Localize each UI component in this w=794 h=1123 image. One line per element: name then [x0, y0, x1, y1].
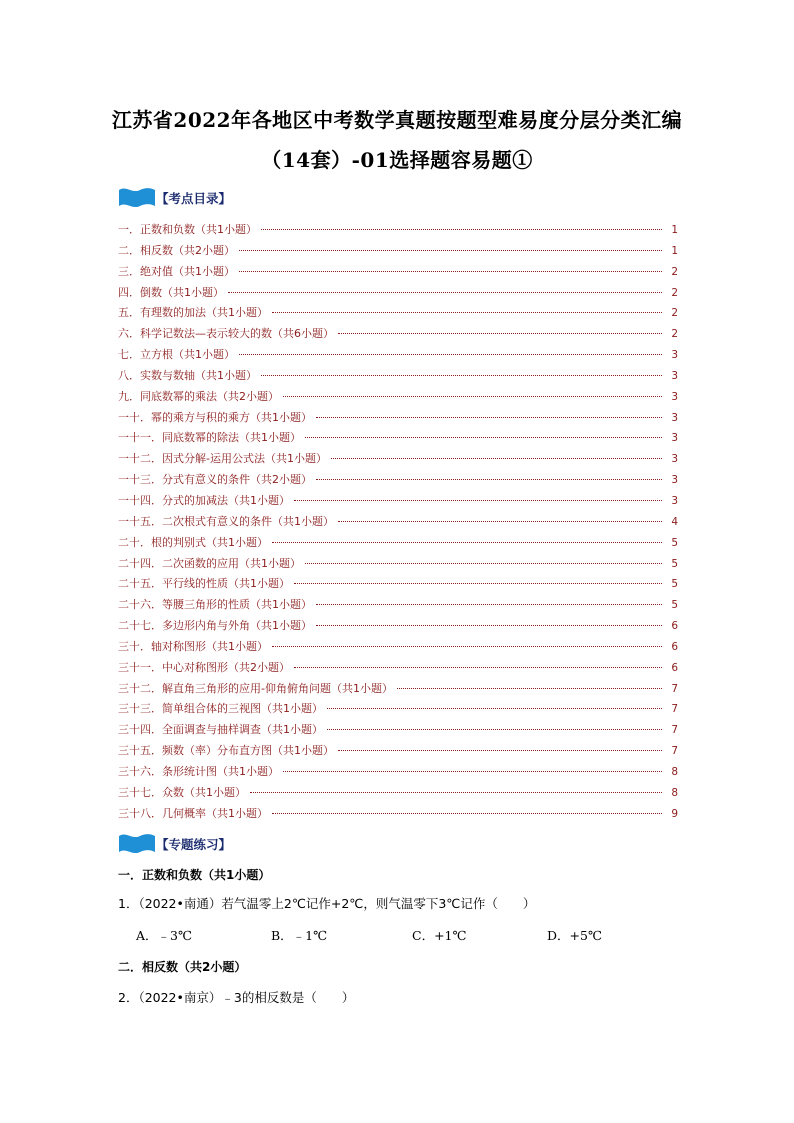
toc-entry[interactable] — [118, 596, 678, 617]
toc-entry-text: 九．同底数幂的乘法（共2小题） — [118, 389, 279, 403]
question-1-text: 1．（2022•南通）若气温零上2℃记作+2℃，则气温零下3℃记作（ ） — [118, 896, 536, 911]
toc-dot-leader — [272, 813, 662, 814]
toc-entry-text: 三十八．几何概率（共1小题） — [118, 806, 268, 820]
section1-title: 一．正数和负数（共1小题） — [118, 868, 271, 882]
toc-entry[interactable] — [118, 263, 678, 284]
toc-dot-leader — [331, 458, 662, 459]
toc-entry[interactable] — [118, 617, 678, 638]
toc-page-number: 6 — [671, 640, 678, 653]
toc-entry-text: 二十五．平行线的性质（共1小题） — [118, 577, 290, 591]
toc-entry-text: 六．科学记数法—表示较大的数（共6小题） — [118, 327, 334, 341]
blue-wave-flag-icon — [118, 832, 156, 856]
toc-entry[interactable] — [118, 742, 678, 763]
toc-dot-leader — [305, 437, 662, 438]
toc-page-number: 3 — [671, 369, 678, 382]
toc-entry[interactable] — [118, 242, 678, 263]
toc-page-number: 5 — [671, 557, 678, 570]
toc-entry[interactable] — [118, 534, 678, 555]
toc-dot-leader — [261, 375, 662, 376]
section2-title: 二．相反数（共2小题） — [118, 960, 247, 974]
toc-page-number: 2 — [671, 286, 678, 299]
toc-entry-text: 三十三．简单组合体的三视图（共1小题） — [118, 702, 323, 716]
toc-dot-leader — [327, 729, 662, 730]
toc-entry[interactable] — [118, 805, 678, 826]
toc-dot-leader — [316, 625, 662, 626]
toc-dot-leader — [239, 250, 662, 251]
toc-page-number: 1 — [671, 244, 678, 257]
question-2-text: 2．（2022•南京）﹣3的相反数是（ ） — [118, 990, 355, 1005]
toc-entry[interactable] — [118, 367, 678, 388]
toc-entry-text: 一十五．二次根式有意义的条件（共1小题） — [118, 514, 334, 528]
toc-entry[interactable] — [118, 638, 678, 659]
toc-entry[interactable] — [118, 721, 678, 742]
toc-entry[interactable] — [118, 763, 678, 784]
toc-dot-leader — [283, 771, 662, 772]
toc-page-number: 3 — [671, 453, 678, 466]
toc-dot-leader — [316, 417, 662, 418]
toc-page-number: 8 — [671, 765, 678, 778]
practice-header-label: 【专题练习】 — [156, 837, 232, 852]
toc-dot-leader — [338, 333, 662, 334]
toc-page-number: 5 — [671, 578, 678, 591]
toc-entry-text: 三十四．全面调查与抽样调查（共1小题） — [118, 723, 323, 737]
toc-entry-text: 三十一．中心对称图形（共2小题） — [118, 660, 290, 674]
toc-page-number: 1 — [671, 224, 678, 236]
toc-entry-text: 四．倒数（共1小题） — [118, 285, 224, 299]
toc-dot-leader — [327, 708, 662, 709]
toc-page-number: 3 — [671, 349, 678, 362]
toc-entry[interactable] — [118, 700, 678, 721]
toc-page-number: 3 — [671, 411, 678, 424]
toc-page-number: 2 — [671, 265, 678, 278]
toc-entry-text: 二．相反数（共2小题） — [118, 243, 235, 257]
toc-entry-text: 二十四．二次函数的应用（共1小题） — [118, 556, 301, 570]
toc-entry-text: 一十一．同底数幂的除法（共1小题） — [118, 431, 301, 445]
q1-option-b: B．﹣1℃ — [271, 928, 328, 943]
toc-page-number: 2 — [671, 307, 678, 320]
toc-dot-leader — [239, 271, 662, 272]
toc-entry[interactable] — [118, 784, 678, 805]
toc-page-number: 6 — [671, 661, 678, 674]
table-of-contents — [118, 221, 678, 825]
toc-entry-text: 三十二．解直角三角形的应用-仰角俯角问题（共1小题） — [118, 681, 393, 695]
toc-dot-leader — [261, 229, 662, 230]
toc-entry-text: 一十四．分式的加减法（共1小题） — [118, 493, 290, 507]
toc-page-number: 7 — [671, 745, 678, 758]
toc-entry-text: 三十六．条形统计图（共1小题） — [118, 764, 279, 778]
toc-dot-leader — [316, 604, 662, 605]
toc-entry-text: 一十．幂的乘方与积的乘方（共1小题） — [118, 410, 312, 424]
toc-entry[interactable] — [118, 325, 678, 346]
toc-page-number: 6 — [671, 620, 678, 633]
toc-entry-text: 三十五．频数（率）分布直方图（共1小题） — [118, 744, 334, 758]
toc-dot-leader — [338, 750, 662, 751]
toc-page-number: 8 — [671, 786, 678, 799]
toc-entry-text: 一十三．分式有意义的条件（共2小题） — [118, 473, 312, 487]
toc-entry[interactable] — [118, 492, 678, 513]
toc-page-number: 3 — [671, 390, 678, 403]
toc-entry-text: 三．绝对值（共1小题） — [118, 264, 235, 278]
toc-entry[interactable] — [118, 284, 678, 305]
toc-entry-text: 七．立方根（共1小题） — [118, 348, 235, 362]
toc-entry[interactable] — [118, 450, 678, 471]
toc-page-number: 3 — [671, 474, 678, 487]
toc-dot-leader — [250, 792, 662, 793]
toc-dot-leader — [272, 542, 662, 543]
toc-dot-leader — [338, 521, 662, 522]
toc-entry[interactable] — [118, 471, 678, 492]
toc-dot-leader — [283, 396, 662, 397]
toc-entry[interactable] — [118, 680, 678, 701]
toc-header-label: 【考点目录】 — [156, 191, 232, 206]
toc-page-number: 5 — [671, 599, 678, 612]
toc-dot-leader — [294, 500, 662, 501]
toc-entry-text: 一．正数和负数（共1小题） — [118, 223, 257, 236]
toc-page-number: 3 — [671, 432, 678, 445]
blue-wave-flag-icon — [118, 186, 156, 210]
toc-entry-text: 三十七．众数（共1小题） — [118, 785, 246, 799]
toc-entry-text: 一十二．因式分解-运用公式法（共1小题） — [118, 452, 327, 466]
toc-dot-leader — [294, 583, 662, 584]
toc-entry-text: 二十七．多边形内角与外角（共1小题） — [118, 619, 312, 633]
document-title-line1: 江苏省2022年各地区中考数学真题按题型难易度分层分类汇编 — [111, 108, 683, 132]
document-title-line2: （14套）-01选择题容易题① — [261, 148, 533, 172]
toc-entry[interactable] — [118, 388, 678, 409]
toc-entry-text: 五．有理数的加法（共1小题） — [118, 306, 268, 320]
toc-dot-leader — [397, 688, 662, 689]
toc-dot-leader — [228, 292, 662, 293]
q1-option-c: C．+1℃ — [412, 928, 467, 943]
toc-page-number: 9 — [671, 807, 678, 820]
toc-page-number: 5 — [671, 536, 678, 549]
toc-entry-text: 二十．根的判别式（共1小题） — [118, 535, 268, 549]
toc-entry-text: 二十六．等腰三角形的性质（共1小题） — [118, 598, 312, 612]
toc-dot-leader — [316, 479, 662, 480]
q1-option-d: D．+5℃ — [547, 928, 602, 943]
toc-entry[interactable] — [118, 221, 678, 242]
toc-dot-leader — [272, 312, 662, 313]
toc-dot-leader — [239, 354, 662, 355]
toc-page-number: 7 — [671, 682, 678, 695]
toc-entry[interactable] — [118, 659, 678, 680]
toc-entry-text: 三十．轴对称图形（共1小题） — [118, 639, 268, 653]
toc-dot-leader — [305, 563, 662, 564]
toc-entry[interactable] — [118, 555, 678, 576]
toc-entry[interactable] — [118, 429, 678, 450]
toc-page-number: 7 — [671, 724, 678, 737]
toc-entry[interactable] — [118, 346, 678, 367]
toc-page-number: 2 — [671, 328, 678, 341]
q1-option-a: A．﹣3℃ — [136, 928, 192, 943]
toc-dot-leader — [272, 646, 662, 647]
toc-entry[interactable] — [118, 304, 678, 325]
toc-page-number: 3 — [671, 494, 678, 507]
toc-entry-text: 八．实数与数轴（共1小题） — [118, 368, 257, 382]
toc-entry[interactable] — [118, 409, 678, 430]
toc-entry[interactable] — [118, 575, 678, 596]
toc-entry[interactable] — [118, 513, 678, 534]
toc-page-number: 7 — [671, 703, 678, 716]
toc-dot-leader — [294, 667, 662, 668]
toc-page-number: 4 — [671, 515, 678, 528]
